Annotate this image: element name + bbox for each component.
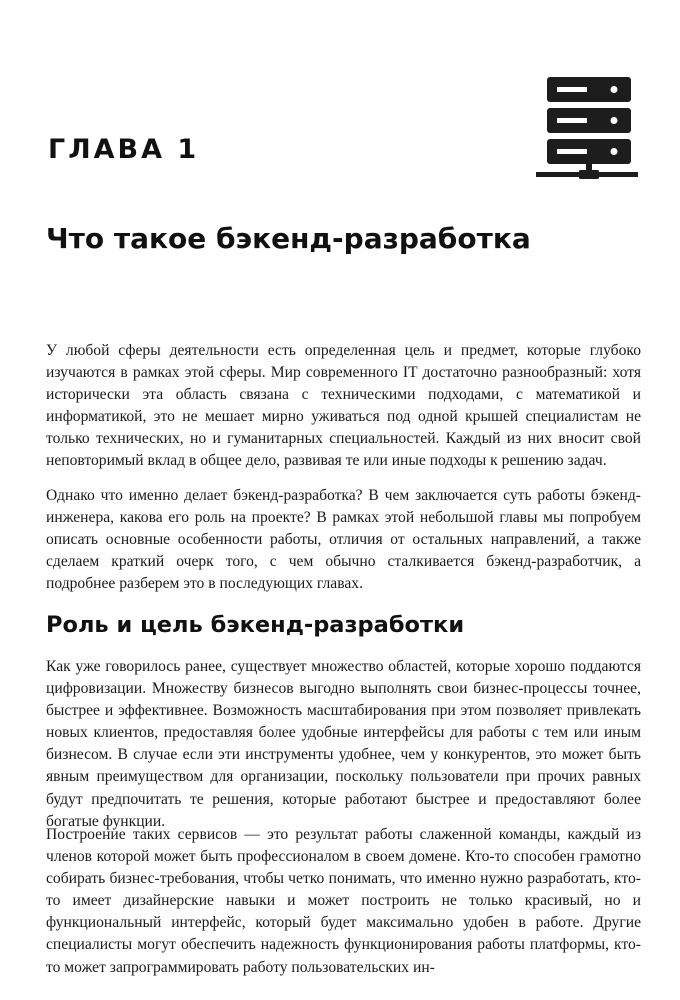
section-heading: Роль и цель бэкенд-разработки — [46, 612, 465, 638]
intro-paragraph-1: У любой сферы деятельности есть определенная цель и предмет, которые глубоко изучаются в рамках этой сферы. Мир современного IT достаточно разнообразный: хотя исторически эта область связана с техническими подходами, с математикой и информатикой, это не мешает мирно уживаться под одной крышей специалистам не только технических, но и гуманитарных специальностей. Каждый из них вносит свой неповторимый вклад в общее дело, развивая те или иные подходы к решению задач. — [46, 342, 641, 470]
section-paragraph-1: Как уже говорилось ранее, существует множество областей, которые хорошо поддаются цифровизации. Множеству бизнесов выгодно выполнять свои бизнес-процессы точнее, быстрее и эффективнее. Возможность масштабирования при этом позволяет привлекать новых клиентов, предоставляя более удобные интерфейсы для работы с тем или иным бизнесом. В случае если эти инструменты удобнее, чем у конкурентов, это может быть явным преимуществом для организации, поскольку пользователи при прочих равных будут предпочитать те решения, которые работают быстрее и предоставляют более богатые функции. — [46, 658, 641, 830]
section-paragraph-2: Построение таких сервисов — это результат работы слаженной команды, каждый из членов которой может быть профессионалом в своем домене. Кто-то способен грамотно собирать бизнес-требования, чтобы четко понимать, что именно нужно разработать, кто-то имеет дизайнерские навыки и может построить не только красивый, но и функциональный интерфейс, который будет максимально удобен в работе. Другие специалисты могут обеспечить надежность функционирования работы платформы, кто-то может запрограммировать работу пользовательских ин- — [46, 826, 641, 976]
intro-paragraph-2: Однако что именно делает бэкенд-разработка? В чем заключается суть работы бэкенд-инженера, какова его роль на проекте? В рамках этой небольшой главы мы попробуем описать основные особенности работы, отличия от остальных направлений, а также сделаем краткий очерк того, с чем обычно сталкивается бэкенд-разработчик, а подробнее разберем это в последующих главах. — [46, 487, 641, 593]
chapter-title: Что такое бэкенд-разработка — [46, 222, 531, 255]
chapter-label: ГЛАВА 1 — [48, 134, 200, 165]
server-network-icon — [532, 74, 642, 184]
